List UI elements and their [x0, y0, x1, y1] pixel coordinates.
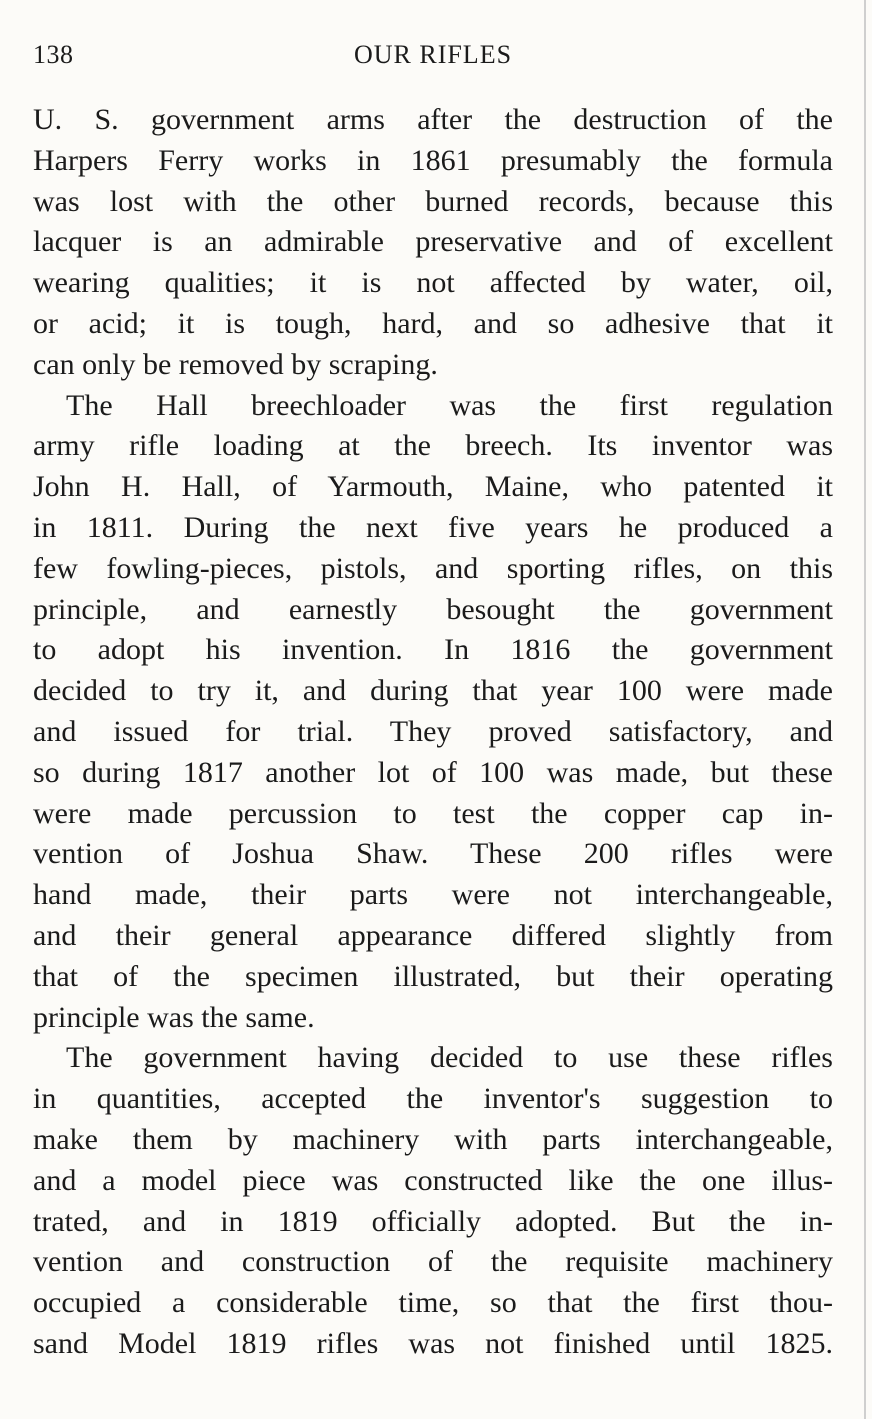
text-line: hand made, their parts were not interchangeable, [33, 878, 833, 912]
text-line: army rifle loading at the breech. Its inventor was [33, 429, 833, 463]
text-line: and their general appearance differed slightly from [33, 918, 833, 952]
paragraph [33, 100, 833, 386]
page-number: 138 [33, 40, 74, 69]
text-line: and a model piece was constructed like the one illus- [33, 1163, 833, 1197]
page-header [33, 40, 833, 76]
text-line: lacquer is an admirable preservative and of excellent [33, 225, 833, 259]
body-text [33, 100, 833, 1365]
text-line: The Hall breechloader was the first regulation [66, 388, 833, 422]
text-line: vention of Joshua Shaw. These 200 rifles were [33, 837, 833, 871]
text-line: to adopt his invention. In 1816 the government [33, 633, 833, 667]
text-line: few fowling-pieces, pistols, and sporting rifles, on this [33, 551, 833, 585]
paragraph [33, 386, 833, 1039]
text-line: in 1811. During the next five years he produced a [33, 510, 833, 544]
text-line: wearing qualities; it is not affected by water, oil, [33, 266, 833, 300]
text-line: that of the specimen illustrated, but their operating [33, 959, 833, 993]
text-line: make them by machinery with parts interchangeable, [33, 1122, 833, 1156]
text-line: and issued for trial. They proved satisfactory, and [33, 714, 833, 748]
text-line: occupied a considerable time, so that the first thou- [33, 1286, 833, 1320]
text-line: vention and construction of the requisite machinery [33, 1245, 833, 1279]
text-line: was lost with the other burned records, because this [33, 184, 833, 218]
text-line: principle was the same. [33, 1000, 315, 1034]
text-line: were made percussion to test the copper cap in- [33, 796, 833, 830]
text-line: decided to try it, and during that year 100 were made [33, 674, 833, 708]
text-line: or acid; it is tough, hard, and so adhesive that it [33, 306, 833, 340]
paragraph [33, 1038, 833, 1364]
text-line: in quantities, accepted the inventor's suggestion to [33, 1082, 833, 1116]
text-line: principle, and earnestly besought the government [33, 592, 833, 626]
text-line: can only be removed by scraping. [33, 347, 438, 381]
text-line: John H. Hall, of Yarmouth, Maine, who patented it [33, 470, 833, 504]
text-line: so during 1817 another lot of 100 was made, but these [33, 755, 833, 789]
text-line: Harpers Ferry works in 1861 presumably the formula [33, 143, 833, 177]
running-title: OUR RIFLES [353, 40, 513, 69]
text-line: sand Model 1819 rifles was not finished until 1825. [33, 1326, 833, 1360]
text-line: U. S. government arms after the destruction of the [33, 103, 833, 136]
text-line: trated, and in 1819 officially adopted. But the in- [33, 1204, 833, 1238]
text-line: The government having decided to use these rifles [66, 1041, 833, 1075]
